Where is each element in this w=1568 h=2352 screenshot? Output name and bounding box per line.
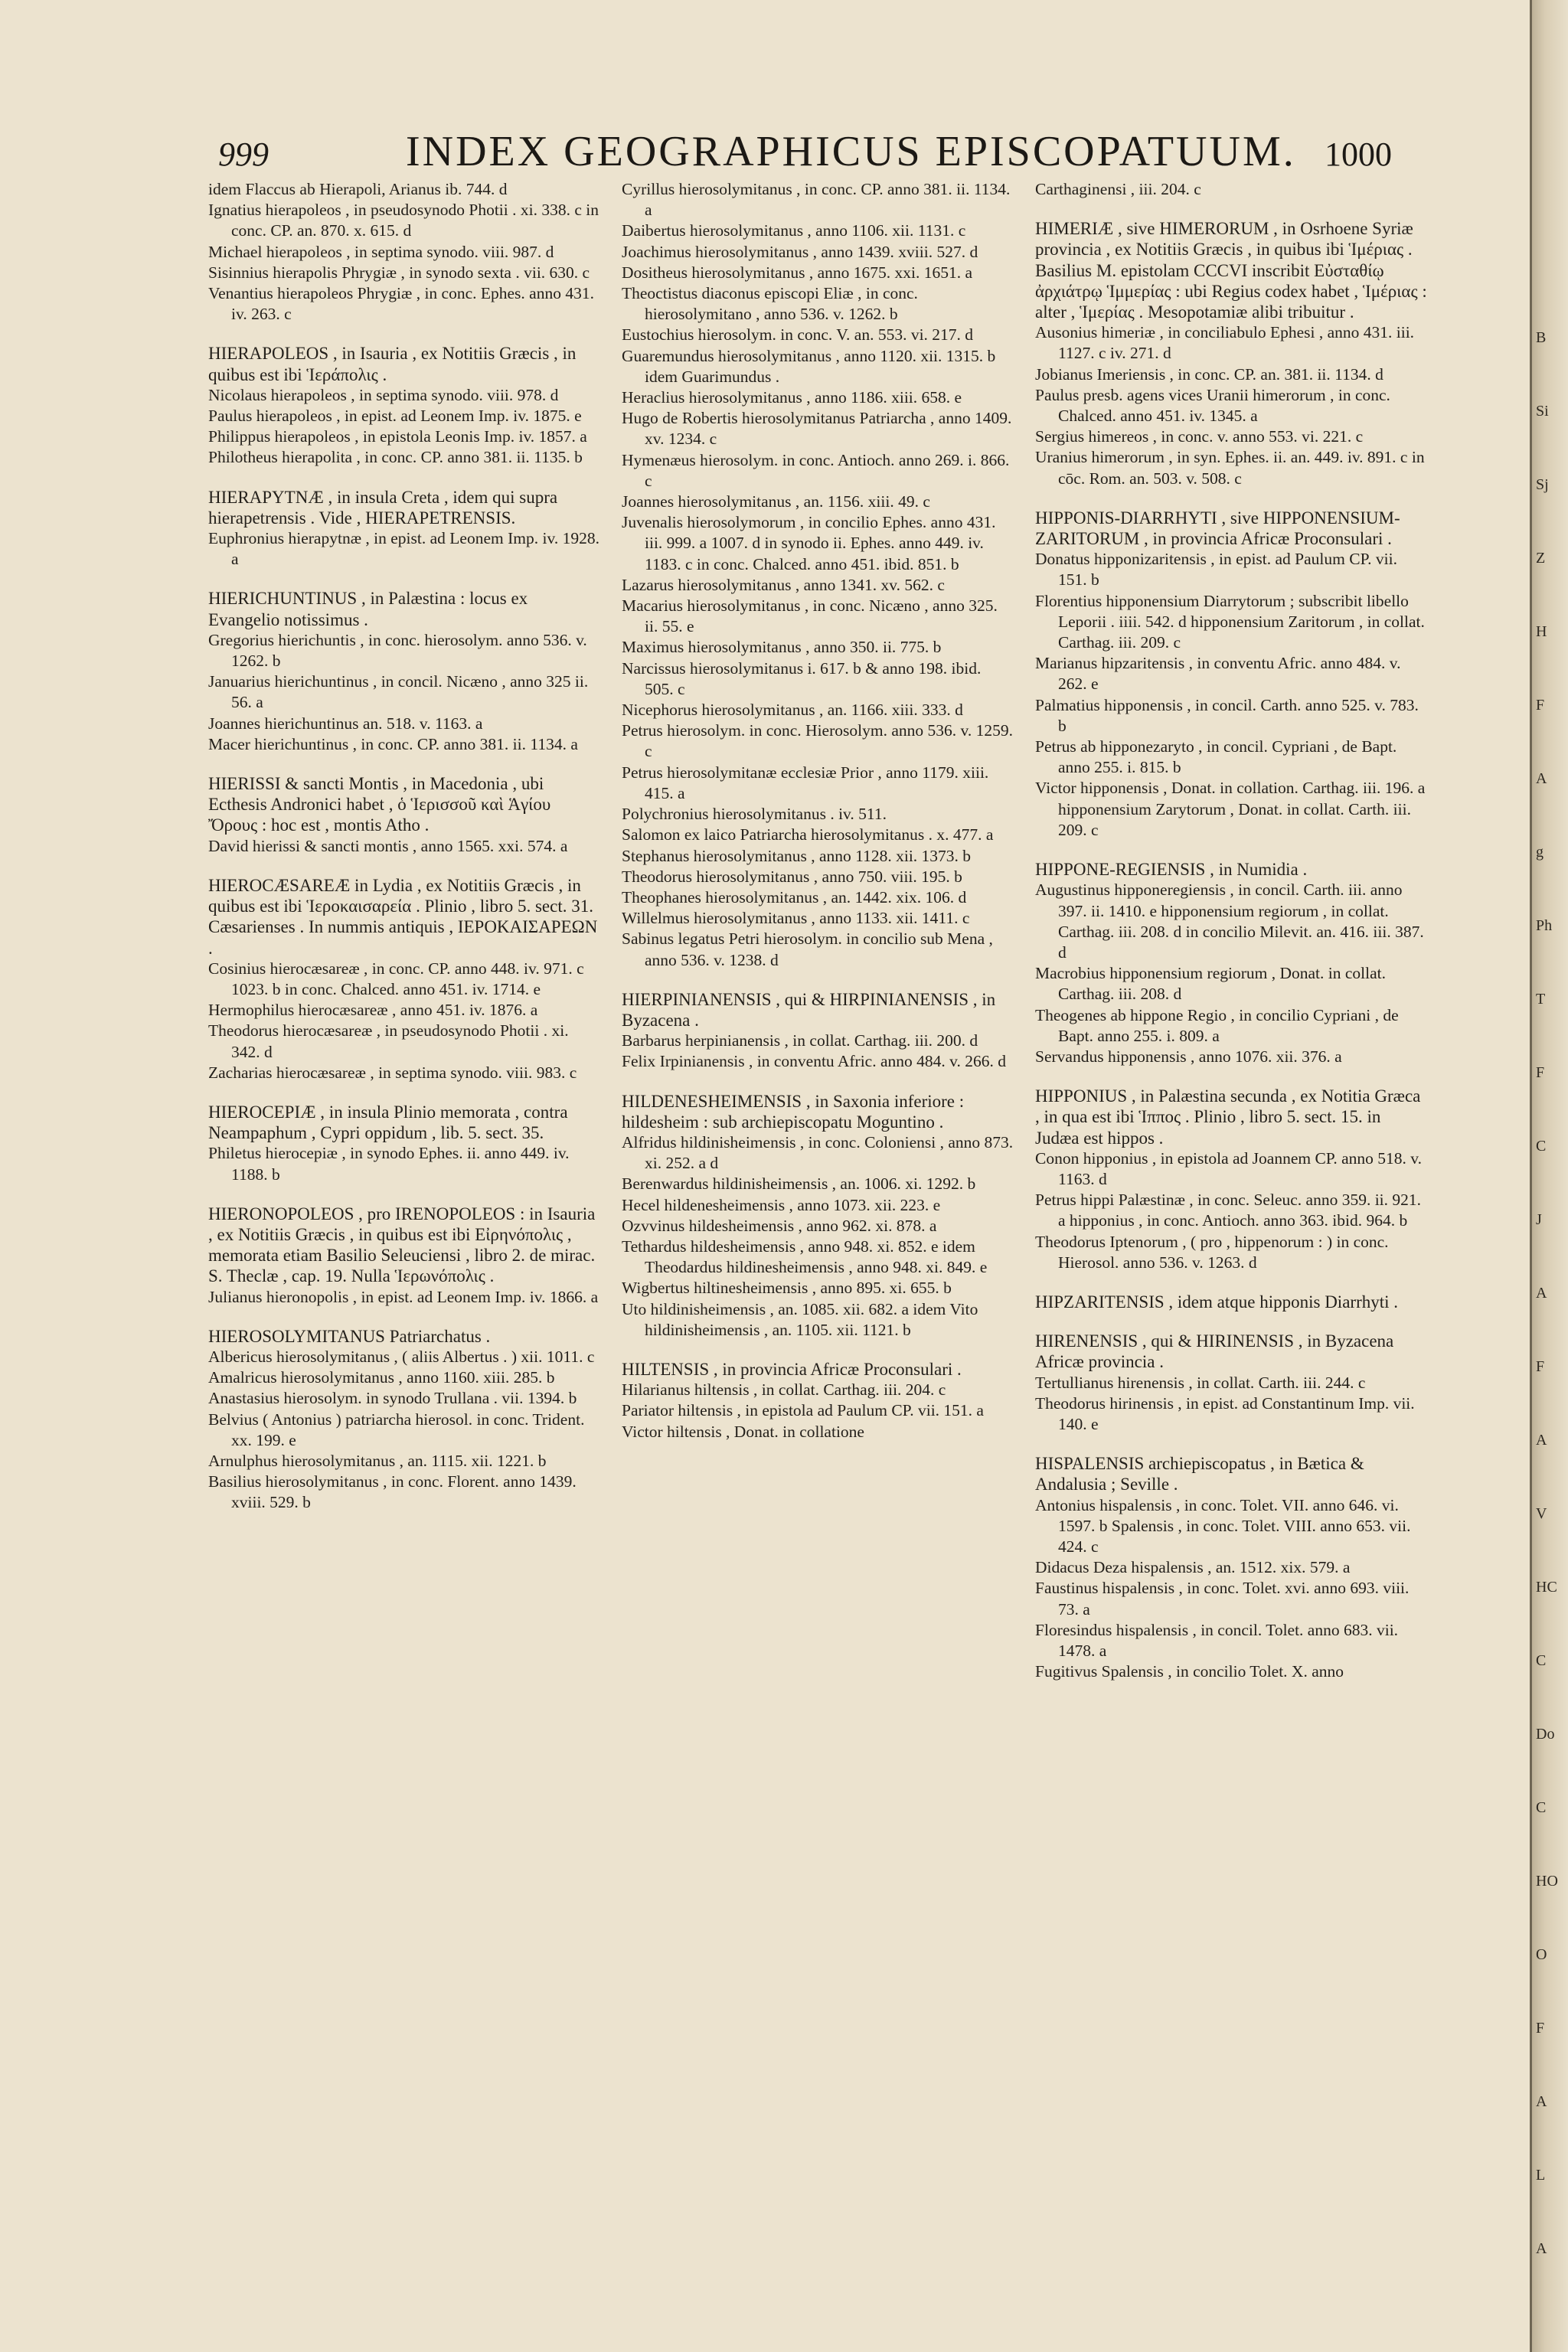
index-headword: HIERPINIANENSIS , qui & HIRPINIANENSIS , in Byzacena . [622, 989, 996, 1030]
index-entry: Julianus hieronopolis , in epist. ad Leonem Imp. iv. 1866. a [208, 1287, 599, 1306]
index-entry: Conon hipponius , in epistola ad Joannem CP. anno 518. v. 1163. d [1035, 1148, 1423, 1188]
facing-page-fragment: HC [1536, 1579, 1557, 1596]
index-entry: Eustochius hierosolym. in conc. V. an. 553. vi. 217. d [622, 325, 974, 345]
facing-page-fragment: O [1536, 1946, 1547, 1963]
index-entry: Macarius hierosolymitanus , in conc. Nicæno , anno 325. ii. 55. e [622, 596, 998, 636]
facing-page-fragment: C [1536, 1799, 1547, 1816]
index-headword: HIERONOPOLEOS , pro IRENOPOLEOS : in Isauria , ex Notitiis Græcis , in quibus est ibi Εἰρηνόπολις , memorata etiam Basilio Seleuciensi , libro 2. de mirac. S. Theclæ , cap. 19. Nulla Ἱερωνόπολις . [208, 1204, 596, 1286]
index-entry: Amalricus hierosolymitanus , anno 1160. xiii. 285. b [208, 1368, 555, 1387]
index-column-right [1035, 179, 1427, 1682]
index-headword: HIEROSOLYMITANUS Patriarchatus . [208, 1326, 491, 1346]
index-entry: Joannes hierosolymitanus , an. 1156. xiii. 49. c [622, 492, 930, 511]
index-column-middle [622, 179, 1014, 1442]
index-entry: Pariator hiltensis , in epistola ad Paulum CP. vii. 151. a [622, 1401, 984, 1420]
index-entry: Uto hildinisheimensis , an. 1085. xii. 682. a idem Vito hildinisheimensis , an. 1105. xii. 1121. b [622, 1299, 978, 1339]
facing-page-fragment: A [1536, 2240, 1547, 2257]
index-entry: Augustinus hipponeregiensis , in concil. Carth. iii. anno 397. ii. 1410. e hipponensium regiorum , in collat. Carthag. iii. 208. d in concilio Milevit. an. 416. iii. 387. d [1035, 880, 1424, 962]
index-entry: Narcissus hierosolymitanus i. 617. b & anno 198. ibid. 505. c [622, 658, 982, 698]
index-entry: Euphronius hierapytnæ , in epist. ad Leonem Imp. iv. 1928. a [208, 529, 599, 569]
index-headword: HILDENESHEIMENSIS , in Saxonia inferiore : hildesheim : sub archiepiscopatu Moguntino . [622, 1091, 965, 1132]
index-entry: Lazarus hierosolymitanus , anno 1341. xv. 562. c [622, 575, 945, 594]
facing-page-edge [1530, 0, 1568, 2352]
index-entry: Hilarianus hiltensis , in collat. Carthag. iii. 204. c [622, 1380, 946, 1400]
index-entry: Polychronius hierosolymitanus . iv. 511. [622, 805, 887, 824]
index-entry: Floresindus hispalensis , in concil. Tolet. anno 683. vii. 1478. a [1035, 1620, 1399, 1660]
index-entry: Willelmus hierosolymitanus , anno 1133. xii. 1411. c [622, 909, 970, 928]
index-entry: Hecel hildenesheimensis , anno 1073. xii. 223. e [622, 1195, 941, 1214]
index-entry: Ignatius hierapoleos , in pseudosynodo Photii . xi. 338. c in conc. CP. an. 870. x. 615. d [208, 201, 599, 240]
facing-page-fragment: A [1536, 770, 1547, 787]
index-entry: idem Flaccus ab Hierapoli, Arianus ib. 744. d [208, 180, 508, 198]
index-entry: Petrus ab hipponezaryto , in concil. Cypriani , de Bapt. anno 255. i. 815. b [1035, 737, 1397, 777]
facing-page-fragment: F [1536, 697, 1545, 714]
folio-left: 999 [218, 136, 269, 173]
index-entry: Daibertus hierosolymitanus , anno 1106. xii. 1131. c [622, 221, 966, 240]
facing-page-fragment: Sj [1536, 476, 1549, 493]
index-entry: Wigbertus hiltinesheimensis , anno 895. xi. 655. b [622, 1279, 952, 1298]
index-headword: HIPPONIUS , in Palæstina secunda , ex Notitia Græca , in qua est ibi Ἱππος . Plinio , libro 5. sect. 15. in Judæa est hippos . [1035, 1086, 1421, 1148]
facing-page-fragment: A [1536, 2093, 1547, 2110]
index-entry: Anastasius hierosolym. in synodo Trullana . vii. 1394. b [208, 1389, 577, 1408]
index-headword: HIEROCEPIÆ , in insula Plinio memorata , contra Neampaphum , Cypri oppidum , lib. 5. sect. 35. [208, 1102, 568, 1143]
facing-page-fragment: Ph [1536, 917, 1553, 934]
index-entry: Nicephorus hierosolymitanus , an. 1166. xiii. 333. d [622, 701, 963, 720]
index-headword: HIERAPOLEOS , in Isauria , ex Notitiis Græcis , in quibus est ibi Ἱεράπολις . [208, 344, 577, 384]
index-entry: Theodorus hirinensis , in epist. ad Constantinum Imp. vii. 140. e [1035, 1393, 1415, 1433]
index-entry: Carthaginensi , iii. 204. c [1035, 180, 1201, 198]
index-entry: Nicolaus hierapoleos , in septima synodo. viii. 978. d [208, 385, 559, 404]
facing-page-fragment: A [1536, 1285, 1547, 1302]
index-headword: HIERICHUNTINUS , in Palæstina : locus ex Evangelio notissimus . [208, 589, 528, 629]
index-entry: Victor hipponensis , Donat. in collation. Carthag. iii. 196. a hipponensium Zarytorum , Donat. in collat. Carth. iii. 209. c [1035, 779, 1426, 839]
index-entry: Michael hierapoleos , in septima synodo. viii. 987. d [208, 242, 554, 261]
index-entry: Basilius hierosolymitanus , in conc. Florent. anno 1439. xviii. 529. b [208, 1472, 577, 1512]
facing-page-fragment: F [1536, 1064, 1545, 1081]
index-entry: Albericus hierosolymitanus , ( aliis Albertus . ) xii. 1011. c [208, 1347, 595, 1366]
index-entry: Marianus hipzaritensis , in conventu Afric. anno 484. v. 262. e [1035, 654, 1401, 694]
index-entry: Petrus hierosolymitanæ ecclesiæ Prior , anno 1179. xiii. 415. a [622, 763, 989, 802]
index-entry: Florentius hipponensium Diarrytorum ; subscribit libello Leporii . iiii. 542. d hipponensium Zaritorum , in collat. Carthag. iii. 209. c [1035, 591, 1425, 652]
index-entry: Theodorus Iptenorum , ( pro , hippenorum : ) in conc. Hierosol. anno 536. v. 1263. d [1035, 1232, 1389, 1272]
facing-page-fragment: V [1536, 1505, 1547, 1522]
index-entry: Cyrillus hierosolymitanus , in conc. CP. anno 381. ii. 1134. a [622, 180, 1011, 220]
index-entry: Sergius himereos , in conc. v. anno 553. vi. 221. c [1035, 427, 1364, 446]
index-headword: HIERAPYTNÆ , in insula Creta , idem qui supra hierapetrensis . Vide , HIERAPETRENSIS. [208, 487, 558, 528]
index-entry: Uranius himerorum , in syn. Ephes. ii. an. 449. iv. 891. c in cōc. Rom. an. 503. v. 508. c [1035, 448, 1425, 488]
index-entry: Theoctistus diaconus episcopi Eliæ , in conc. hierosolymitano , anno 536. v. 1262. b [622, 284, 918, 324]
index-entry: Hermophilus hierocæsareæ , anno 451. iv. 1876. a [208, 1001, 538, 1020]
index-headword: HIRENENSIS , qui & HIRINENSIS , in Byzacena Africæ provincia . [1035, 1331, 1394, 1372]
index-entry: Stephanus hierosolymitanus , anno 1128. xii. 1373. b [622, 846, 972, 865]
index-entry: Maximus hierosolymitanus , anno 350. ii. 775. b [622, 638, 942, 657]
index-column-left [208, 179, 600, 1514]
index-entry: Servandus hipponensis , anno 1076. xii. 376. a [1035, 1047, 1342, 1066]
index-entry: Petrus hippi Palæstinæ , in conc. Seleuc. anno 359. ii. 921. a hipponius , in conc. Antioch. anno 363. ibid. 964. b [1035, 1191, 1422, 1230]
index-entry: Theodorus hierocæsareæ , in pseudosynodo Photii . xi. 342. d [208, 1021, 569, 1061]
index-entry: Belvius ( Antonius ) patriarcha hierosol. in conc. Trident. xx. 199. e [208, 1410, 585, 1449]
index-entry: Petrus hierosolym. in conc. Hierosolym. anno 536. v. 1259. c [622, 721, 1013, 761]
index-entry: Theophanes hierosolymitanus , an. 1442. xix. 106. d [622, 887, 967, 906]
index-entry: Guaremundus hierosolymitanus , anno 1120. xii. 1315. b idem Guarimundus . [622, 346, 996, 386]
index-entry: Felix Irpinianensis , in conventu Afric. anno 484. v. 266. d [622, 1052, 1006, 1071]
facing-page-fragment: F [1536, 1358, 1545, 1375]
index-headword: HIMERIÆ , sive HIMERORUM , in Osrhoene Syriæ provincia , ex Notitiis Græcis , in quibus ibi Ἱμέριας . Basilius M. epistolam CCCVI inscribit Εὐσταθίῳ ἀρχιάτρῳ Ἱμμερίας : ubi Regius codex habet , Ἱμέριας : alter , Ἱμερίας . Mesopotamiæ alibi tribuitur . [1035, 219, 1427, 322]
index-entry: Tethardus hildesheimensis , anno 948. xi. 852. e idem Theodardus hildinesheimensis , anno 948. xi. 849. e [622, 1236, 988, 1277]
index-entry: Tertullianus hirenensis , in collat. Carth. iii. 244. c [1035, 1373, 1366, 1392]
index-entry: Juvenalis hierosolymorum , in concilio Ephes. anno 431. iii. 999. a 1007. d in synodo ii. Ephes. anno 449. iv. 1183. c in conc. Chalced. anno 451. ibid. 851. b [622, 513, 996, 573]
index-entry: Macrobius hipponensium regiorum , Donat. in collat. Carthag. iii. 208. d [1035, 964, 1386, 1004]
folio-right: 1000 [1325, 136, 1392, 173]
index-entry: Antonius hispalensis , in conc. Tolet. VII. anno 646. vi. 1597. b Spalensis , in conc. Tolet. VIII. anno 653. vii. 424. c [1035, 1495, 1411, 1556]
facing-page-fragment: C [1536, 1652, 1547, 1669]
index-entry: Joachimus hierosolymitanus , anno 1439. xviii. 527. d [622, 242, 978, 261]
index-entry: Januarius hierichuntinus , in concil. Nicæno , anno 325 ii. 56. a [208, 672, 589, 712]
index-entry: Venantius hierapoleos Phrygiæ , in conc. Ephes. anno 431. iv. 263. c [208, 284, 594, 324]
index-entry: Ausonius himeriæ , in conciliabulo Ephesi , anno 431. iii. 1127. c iv. 271. d [1035, 323, 1415, 363]
facing-page-fragment: HO [1536, 1873, 1558, 1890]
facing-page-fragment: g [1536, 844, 1544, 861]
index-entry: Fugitivus Spalensis , in concilio Tolet. X. anno [1035, 1662, 1344, 1681]
index-entry: Paulus presb. agens vices Uranii himerorum , in conc. Chalced. anno 451. iv. 1345. a [1035, 385, 1390, 426]
facing-page-fragment: H [1536, 623, 1547, 640]
index-entry: Barbarus herpinianensis , in collat. Carthag. iii. 200. d [622, 1031, 978, 1050]
index-entry: Alfridus hildinisheimensis , in conc. Coloniensi , anno 873. xi. 252. a d [622, 1132, 1014, 1173]
index-entry: Victor hiltensis , Donat. in collatione [622, 1422, 864, 1441]
index-entry: Theodorus hierosolymitanus , anno 750. viii. 195. b [622, 867, 962, 886]
index-entry: Palmatius hipponensis , in concil. Carth. anno 525. v. 783. b [1035, 695, 1419, 735]
facing-page-fragment: A [1536, 1432, 1547, 1449]
index-headword: HIERISSI & sancti Montis , in Macedonia , ubi Ecthesis Andronici habet , ὁ Ἱερισσοῦ καὶ Ἁγίου Ὄρους : hoc est , montis Atho . [208, 774, 551, 835]
index-entry: Gregorius hierichuntis , in conc. hierosolym. anno 536. v. 1262. b [208, 630, 587, 671]
facing-page-fragment: Do [1536, 1726, 1555, 1743]
index-entry: Faustinus hispalensis , in conc. Tolet. xvi. anno 693. viii. 73. a [1035, 1579, 1410, 1619]
index-entry: Didacus Deza hispalensis , an. 1512. xix. 579. a [1035, 1558, 1351, 1577]
index-entry: Philotheus hierapolita , in conc. CP. anno 381. ii. 1135. b [208, 448, 583, 467]
index-entry: Theogenes ab hippone Regio , in concilio Cypriani , de Bapt. anno 255. i. 809. a [1035, 1005, 1399, 1045]
facing-page-fragment: T [1536, 991, 1546, 1008]
index-entry: Zacharias hierocæsareæ , in septima synodo. viii. 983. c [208, 1063, 577, 1082]
facing-page-fragment: B [1536, 329, 1547, 346]
index-headword: HIEROCÆSAREÆ in Lydia , ex Notitiis Græcis , in quibus est ibi Ἱεροκαισαρεία . Plinio , libro 5. sect. 31. Cæsarienses . In nummis antiquis , ΙΕΡΟΚΑΙΣΑΡΕΩΝ . [208, 875, 598, 958]
facing-page-fragment: L [1536, 2167, 1546, 2184]
index-entry: David hierissi & sancti montis , anno 1565. xxi. 574. a [208, 836, 568, 855]
index-entry: Cosinius hierocæsareæ , in conc. CP. anno 448. iv. 971. c 1023. b in conc. Chalced. anno 451. iv. 1714. e [208, 959, 584, 998]
index-entry: Arnulphus hierosolymitanus , an. 1115. xii. 1221. b [208, 1451, 547, 1470]
index-entry: Joannes hierichuntinus an. 518. v. 1163. a [208, 714, 483, 733]
facing-page-fragment: J [1536, 1211, 1542, 1228]
index-entry: Macer hierichuntinus , in conc. CP. anno 381. ii. 1134. a [208, 734, 578, 753]
book-spine-shadow [1530, 0, 1532, 2352]
index-entry: Sisinnius hierapolis Phrygiæ , in synodo sexta . vii. 630. c [208, 263, 590, 282]
index-entry: Dositheus hierosolymitanus , anno 1675. xxi. 1651. a [622, 263, 973, 282]
facing-page-fragment: F [1536, 2020, 1545, 2037]
index-entry: Philippus hierapoleos , in epistola Leonis Imp. iv. 1857. a [208, 427, 587, 446]
facing-page-fragment: Si [1536, 403, 1549, 420]
index-entry: Hymenæus hierosolym. in conc. Antioch. anno 269. i. 866. c [622, 450, 1010, 490]
index-entry: Paulus hierapoleos , in epist. ad Leonem Imp. iv. 1875. e [208, 407, 582, 426]
index-entry: Donatus hipponizaritensis , in epist. ad Paulum CP. vii. 151. b [1035, 550, 1397, 590]
running-title: INDEX GEOGRAPHICUS EPISCOPATUUM. [406, 128, 1296, 175]
index-entry: Jobianus Imeriensis , in conc. CP. an. 381. ii. 1134. d [1035, 364, 1383, 384]
facing-page-fragment: Z [1536, 550, 1546, 567]
facing-page-fragment: C [1536, 1138, 1547, 1155]
index-entry: Sabinus legatus Petri hierosolym. in concilio sub Mena , anno 536. v. 1238. d [622, 929, 993, 969]
index-headword: HIPZARITENSIS , idem atque hipponis Diarrhyti . [1035, 1292, 1399, 1312]
index-headword: HIPPONIS-DIARRHYTI , sive HIPPONENSIUM-ZARITORUM , in provincia Africæ Proconsulari . [1035, 508, 1400, 549]
index-headword: HIPPONE-REGIENSIS , in Numidia . [1035, 860, 1308, 880]
index-entry: Heraclius hierosolymitanus , anno 1186. xiii. 658. e [622, 388, 962, 407]
index-entry: Berenwardus hildinisheimensis , an. 1006. xi. 1292. b [622, 1174, 976, 1194]
index-entry: Salomon ex laico Patriarcha hierosolymitanus . x. 477. a [622, 825, 994, 844]
index-entry: Hugo de Robertis hierosolymitanus Patriarcha , anno 1409. xv. 1234. c [622, 409, 1012, 449]
index-entry: Philetus hierocepiæ , in synodo Ephes. ii. anno 449. iv. 1188. b [208, 1144, 570, 1184]
index-headword: HILTENSIS , in provincia Africæ Proconsulari . [622, 1359, 962, 1379]
index-entry: Ozvvinus hildesheimensis , anno 962. xi. 878. a [622, 1216, 937, 1235]
index-headword: HISPALENSIS archiepiscopatus , in Bætica & Andalusia ; Seville . [1035, 1454, 1364, 1494]
